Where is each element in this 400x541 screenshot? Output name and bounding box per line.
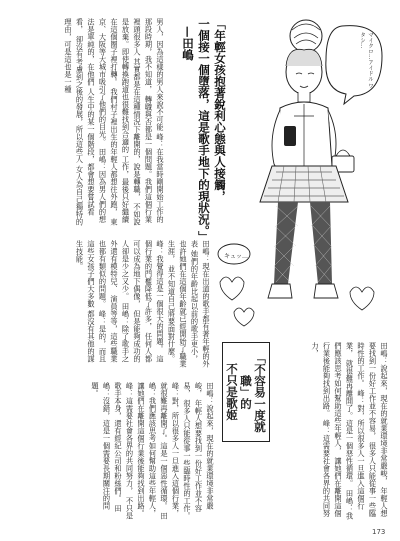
body-line: 田嶋：現在出道的歌手都有著年輕的外表 [190,240,211,368]
pull-quote-line-1: 「年輕女孩抱著銳利心態與人接觸， [213,18,227,202]
body-line: 田嶋：沒錯，這是一個需要長期關注的問題。 [91,382,123,513]
body-line: 工作，最後只好繼續在這個圈子裡打轉。 [110,18,131,224]
body-line: 我們村子裡出生的年輕人都想往外跑， [110,88,119,216]
body-text-right-bottom-block [250,342,390,520]
section-heading-line-2: 不只是歌姬 [225,363,239,421]
body-line: 但是能夠成功的人卻是少之又少。 [121,240,142,363]
body-line: 並不知道自己將要面對什麼。 [167,265,177,363]
body-text-left-block [16,18,166,228]
body-line: 田嶋：因為男人們的想法是單純的，在他們 [87,18,108,224]
body-line: 都沒有其他的謀生技能。 [75,240,96,363]
body-line: 很多人只能從事一些臨時性的工作。 [357,342,378,518]
body-line: 女人為自己獨特的理由，可是這也是一種 [64,18,85,226]
illustration-bubble-text: キュッ… [224,253,249,260]
body-text-middle-block [16,240,212,370]
body-line: 年輕人想要找到一份好工作並不容易， [183,382,204,513]
body-line: 她們的年齡比起以前的歌手更小， [190,250,200,363]
body-line: 卻沒有考慮到之後的發展，所以這些人 [75,35,85,164]
body-line: 不只是歌手本身，還有經紀公司和粉絲們。 [114,382,135,520]
body-line: 田嶋：說起來，現在的就業環境非常嚴峻， [194,382,215,510]
body-line: 任何人都可以成為地下偶像， [133,240,154,363]
body-line: 演員等等，這些職業也都有類似的問題。 [98,240,119,363]
body-line: 峰：對，所以很多人一旦進入這個行業， [171,382,181,517]
body-line: 讓她們在離開這個行業後能夠找到出路。 [322,342,343,518]
body-line: 也許她們在這個年齡就已經開始了職業生涯， [167,240,188,368]
body-line: 峰：在我當時剛開始工作的那段時期，我不知道， [144,18,165,224]
body-line: 峰：這需要社會各界的共同努力， [125,382,135,495]
pull-quote-attribution: —田嶋 [181,26,195,61]
body-line: 田嶋：說起來，現在的就業環境非常嚴峻， [380,342,389,485]
pull-quote-line-2: 一個接一個墮落，這是歌手地下的現狀況。」 [197,18,211,243]
body-line: 峰：是的，而且這些女孩子們大多數 [87,240,108,363]
page-number: 173 [372,528,386,536]
body-line: 田嶋：我們應該思考如何幫助這些年輕人， [334,342,355,520]
body-line: 人生中的某一個階段，都會想要嘗試看看， [75,18,96,216]
body-text-bottom-block [16,382,216,520]
body-line: 很多人只能從事一些臨時性的工作。 [183,399,192,520]
body-line: 東京、大阪等大城市吸引了他們的目光。 [98,18,119,226]
illustration-bubble-text-top: マイクロ…アイドル ワタシ… [359,32,373,89]
body-line: 就很難再離開了。這是一個惡性循環。 [160,382,169,510]
body-line: 讓她們在離開這個行業後能夠找到出路。 [137,382,146,517]
body-line: 田嶋：我們應該思考如何幫助這些年輕人， [148,382,169,520]
body-line: 就很難再離開了。這是一個惡性循環。 [345,359,355,488]
body-line: 男人，因為這樣的男人來說不可能 [156,18,165,131]
body-line: 不如說是放棄。即使轉換跑道也很難找到合適的 [121,18,142,226]
body-line: 轉職與否都是一個問題。我們這個行業裡頭很多人 [133,18,154,224]
body-line: 峰：對，所以很多人一旦進入這個行業， [345,342,366,510]
body-line: 田嶋：除了歌手之外還有模特兒、 [110,240,131,363]
body-line: 這個行業的門檻降低了許多， [144,240,165,363]
body-line: 峰：我覺得這是一個很大的問題。 [156,240,165,353]
section-heading-line-1: 「不容易一度就職」的 [239,351,267,433]
body-line: 峰：這需要社會各界的共同努力， [311,342,332,518]
body-line: 其實都是在這種情況下離開的，說是轉職， [133,58,142,201]
body-line: 年輕人想要找到一份好工作並不容易， [368,342,389,518]
